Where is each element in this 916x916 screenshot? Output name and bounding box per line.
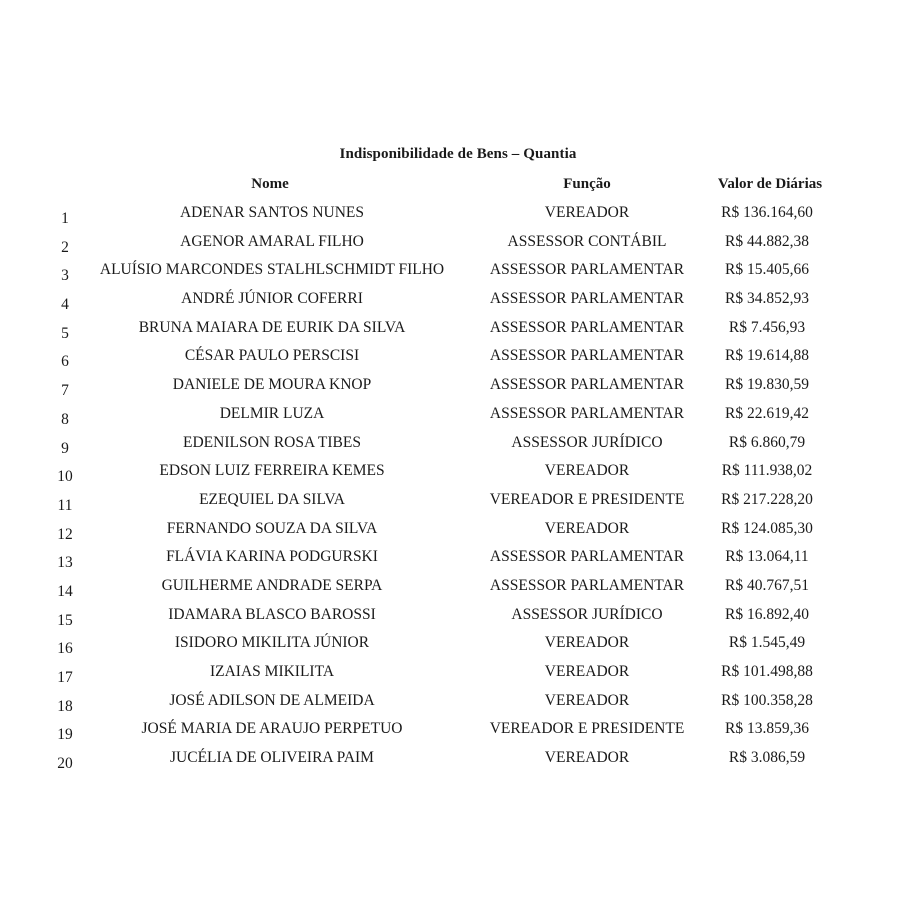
row-value: R$ 22.619,42 <box>725 404 809 422</box>
row-function: VEREADOR E PRESIDENTE <box>489 720 685 738</box>
row-number: 16 <box>57 640 73 658</box>
row-number: 4 <box>61 296 69 314</box>
row-function: VEREADOR E PRESIDENTE <box>489 490 685 508</box>
table-row <box>0 200 916 229</box>
column-header-function: Função <box>563 176 611 192</box>
row-function: ASSESSOR PARLAMENTAR <box>489 261 685 279</box>
row-number: 18 <box>57 697 73 715</box>
row-number: 7 <box>61 382 69 400</box>
table-row <box>0 688 916 717</box>
table-row <box>0 401 916 430</box>
table-row <box>0 372 916 401</box>
row-function: ASSESSOR PARLAMENTAR <box>489 347 685 365</box>
row-name: BRUNA MAIARA DE EURIK DA SILVA <box>138 318 406 336</box>
table-row <box>0 315 916 344</box>
row-name: EDENILSON ROSA TIBES <box>183 433 361 451</box>
row-function: VEREADOR <box>544 462 630 480</box>
row-value: R$ 3.086,59 <box>728 749 806 767</box>
table-row <box>0 430 916 459</box>
row-value: R$ 40.767,51 <box>725 576 809 594</box>
row-name: IZAIAS MIKILITA <box>209 663 335 680</box>
row-value: R$ 101.498,88 <box>721 663 813 680</box>
row-name: DELMIR LUZA <box>219 404 325 422</box>
row-number: 14 <box>57 582 73 600</box>
table-row <box>0 257 916 286</box>
row-function: VEREADOR <box>544 519 630 537</box>
table-row <box>0 716 916 745</box>
row-name: JOSÉ ADILSON DE ALMEIDA <box>169 691 375 709</box>
row-value: R$ 6.860,79 <box>728 433 806 451</box>
table-row <box>0 229 916 258</box>
row-function: ASSESSOR JURÍDICO <box>511 433 663 451</box>
table-row <box>0 343 916 372</box>
row-value: R$ 124.085,30 <box>721 519 813 537</box>
row-value: R$ 100.358,28 <box>721 691 813 709</box>
row-name: ADENAR SANTOS NUNES <box>179 204 364 221</box>
table-row <box>0 602 916 631</box>
row-value: R$ 15.405,66 <box>725 261 809 279</box>
row-function: ASSESSOR PARLAMENTAR <box>489 576 685 594</box>
row-name: GUILHERME ANDRADE SERPA <box>161 576 383 594</box>
row-name: DANIELE DE MOURA KNOP <box>172 376 372 394</box>
row-number: 15 <box>57 611 73 629</box>
row-number: 13 <box>57 554 73 572</box>
document-title: Indisponibilidade de Bens – Quantia <box>339 146 577 162</box>
row-value: R$ 111.938,02 <box>721 462 813 480</box>
row-name: ALUÍSIO MARCONDES STALHLSCHMIDT FILHO <box>99 261 445 279</box>
row-function: VEREADOR <box>544 691 630 709</box>
row-value: R$ 19.614,88 <box>725 347 809 365</box>
row-name: EZEQUIEL DA SILVA <box>199 490 345 508</box>
row-function: ASSESSOR PARLAMENTAR <box>489 404 685 422</box>
row-function: ASSESSOR PARLAMENTAR <box>489 290 685 308</box>
row-name: FLÁVIA KARINA PODGURSKI <box>166 548 378 566</box>
row-function: ASSESSOR CONTÁBIL <box>507 232 667 250</box>
table-row <box>0 458 916 487</box>
row-number: 6 <box>61 353 69 371</box>
row-number: 9 <box>61 439 69 457</box>
row-number: 20 <box>57 755 73 773</box>
row-value: R$ 44.882,38 <box>725 232 809 250</box>
row-value: R$ 34.852,93 <box>725 290 809 308</box>
row-number: 19 <box>57 726 73 744</box>
row-number: 3 <box>61 267 69 285</box>
row-function: VEREADOR <box>544 749 630 767</box>
row-function: ASSESSOR JURÍDICO <box>511 605 663 623</box>
table-row <box>0 630 916 659</box>
row-function: VEREADOR <box>544 663 630 680</box>
table-row <box>0 573 916 602</box>
row-number: 11 <box>57 496 73 514</box>
row-number: 12 <box>57 525 73 543</box>
row-name: AGENOR AMARAL FILHO <box>180 232 364 250</box>
table-row <box>0 487 916 516</box>
column-header-name: Nome <box>251 176 289 192</box>
row-name: JOSÉ MARIA DE ARAUJO PERPETUO <box>141 720 403 738</box>
row-value: R$ 7.456,93 <box>728 318 806 336</box>
row-name: ANDRÉ JÚNIOR COFERRI <box>181 290 363 308</box>
row-value: R$ 13.064,11 <box>725 548 809 566</box>
table-body <box>0 200 916 774</box>
table-row <box>0 286 916 315</box>
row-number: 10 <box>57 468 73 486</box>
column-header-value: Valor de Diárias <box>717 176 823 192</box>
row-number: 5 <box>61 324 69 342</box>
row-number: 2 <box>61 238 69 256</box>
row-name: IDAMARA BLASCO BAROSSI <box>168 605 376 623</box>
row-number: 8 <box>61 410 69 428</box>
row-name: FERNANDO SOUZA DA SILVA <box>166 519 378 537</box>
table-row <box>0 745 916 774</box>
row-function: ASSESSOR PARLAMENTAR <box>489 548 685 566</box>
row-function: ASSESSOR PARLAMENTAR <box>489 318 685 336</box>
row-name: CÉSAR PAULO PERSCISI <box>184 347 360 365</box>
row-value: R$ 16.892,40 <box>725 605 809 623</box>
row-name: JUCÉLIA DE OLIVEIRA PAIM <box>170 749 374 767</box>
row-value: R$ 13.859,36 <box>725 720 809 738</box>
row-value: R$ 136.164,60 <box>721 204 813 221</box>
row-value: R$ 217.228,20 <box>721 490 813 508</box>
table-row <box>0 516 916 545</box>
row-number: 17 <box>57 669 73 686</box>
row-function: VEREADOR <box>544 634 630 652</box>
table-row <box>0 544 916 573</box>
row-value: R$ 1.545,49 <box>728 634 806 652</box>
row-value: R$ 19.830,59 <box>725 376 809 394</box>
row-name: ISIDORO MIKILITA JÚNIOR <box>174 634 370 652</box>
row-number: 1 <box>61 210 69 227</box>
table-row <box>0 659 916 688</box>
row-function: ASSESSOR PARLAMENTAR <box>489 376 685 394</box>
row-function: VEREADOR <box>544 204 630 221</box>
row-name: EDSON LUIZ FERREIRA KEMES <box>159 462 385 480</box>
